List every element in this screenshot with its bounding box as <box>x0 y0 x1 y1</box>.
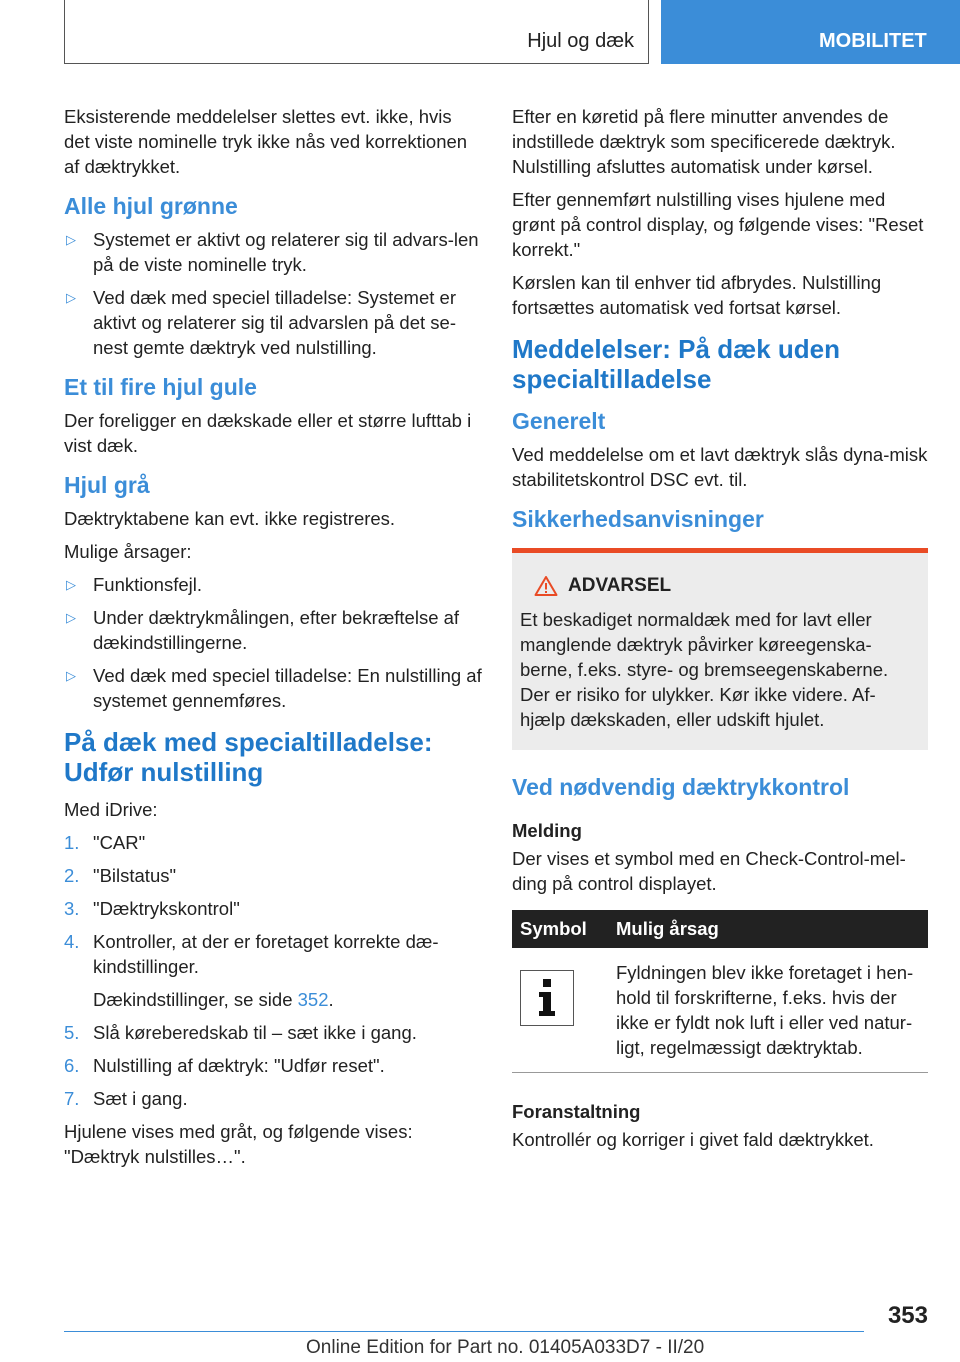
list-item: ▷ Funktionsfejl. <box>66 574 202 595</box>
bullet-triangle-icon: ▷ <box>66 577 76 592</box>
list-item: ▷ Systemet er aktivt og relaterer sig til advars-len på de viste nominelle tryk. <box>66 229 479 275</box>
header-section-title: Hjul og dæk <box>527 30 634 52</box>
bullet-triangle-icon: ▷ <box>66 610 76 625</box>
grey-text: Dæktryktabene kan evt. ikke registreres. <box>64 508 396 529</box>
bullet-triangle-icon: ▷ <box>66 668 76 683</box>
list-item: ▷ Ved dæk med speciel tilladelse: En nulstilling af systemet gennemføres. <box>66 665 482 711</box>
step-item: 5. Slå køreberedskab til – sæt ikke i gang. <box>64 1022 417 1043</box>
step-item: 1. "CAR" <box>64 832 146 853</box>
step-item: 4. Kontroller, at der er foretaget korrekte dæ-kindstillinger. Dækindstillinger, se side 352. <box>64 929 482 1012</box>
intro-text: Eksisterende meddelelser slettes evt. ikke, hvis det viste nominelle tryk ikke nås ved korrektionen af dæktrykket. <box>64 106 468 177</box>
heading-general: Generelt <box>512 408 606 434</box>
heading-needed-check: Ved nødvendig dæktrykkontrol <box>512 774 850 800</box>
warning-title: ADVARSEL <box>568 575 672 596</box>
footer-divider <box>64 1331 864 1332</box>
para-1: Efter en køretid på flere minutter anvendes de indstillede dæktryk som specificerede dæktryk. Nulstilling afsluttes automatisk under kørsel. <box>512 106 896 177</box>
warning-text: Et beskadiget normaldæk med for lavt eller manglende dæktryk påvirker køreegenska-berne, f.eks. styre- og bremseegenskaberne. Der er risiko for ulykker. Kør ikke videre. Af-hjælp dækskaden, eller udskift hjulet. <box>520 609 889 730</box>
warning-triangle-icon <box>534 575 558 597</box>
step-item: 7. Sæt i gang. <box>64 1088 188 1109</box>
para-2: Efter gennemført nulstilling vises hjulene med grønt på control display, og følgende vises: "Reset korrekt." <box>512 189 924 260</box>
table-header-row <box>512 910 928 948</box>
message-text: Der vises et symbol med en Check-Control-mel-ding på control displayet. <box>512 848 906 894</box>
warning-box <box>512 548 928 750</box>
heading-grey: Hjul grå <box>64 472 150 498</box>
outro-text: Hjulene vises med gråt, og følgende vises: "Dæktryk nulstilles…". <box>64 1121 413 1167</box>
heading-safety: Sikkerhedsanvisninger <box>512 506 764 532</box>
header-section-box <box>64 0 649 64</box>
heading-measure: Foranstaltning <box>512 1101 641 1122</box>
warning-header <box>534 575 920 597</box>
yellow-text: Der foreligger en dækskade eller et større lufttab i vist dæk. <box>64 410 472 456</box>
heading-yellow: Et til fire hjul gule <box>64 374 257 400</box>
footer-edition: Online Edition for Part no. 01405A033D7 - II/20 <box>306 1337 705 1358</box>
general-text: Ved meddelelse om et lavt dæktryk slås dyna-misk stabilitetskontrol DSC evt. til. <box>512 444 928 490</box>
grey-list <box>64 572 482 713</box>
causes-label: Mulige årsager: <box>64 541 192 562</box>
table-header-symbol: Symbol <box>512 910 608 948</box>
green-list <box>64 227 482 360</box>
para-3: Kørslen kan til enhver tid afbrydes. Nulstilling fortsættes automatisk ved fortsat kørsel. <box>512 272 882 318</box>
header-chapter-tab[interactable]: MOBILITET <box>661 0 960 64</box>
list-item: ▷ Under dæktrykmålingen, efter bekræftelse af dækindstillingerne. <box>66 607 460 653</box>
info-icon <box>520 970 574 1026</box>
table-header-cause: Mulig årsag <box>608 910 928 948</box>
idrive-label: Med iDrive: <box>64 799 158 820</box>
page-number: 353 <box>887 1302 928 1329</box>
step-item: 3. "Dæktrykskontrol" <box>64 898 240 919</box>
list-item: ▷ Ved dæk med speciel tilladelse: Systemet er aktivt og relaterer sig til advarslen på det se-nest gemte dæktryk ved nulstilling. <box>66 287 456 358</box>
symbol-table <box>512 910 928 1073</box>
right-column <box>512 104 928 1160</box>
heading-all-green: Alle hjul grønne <box>64 193 238 219</box>
heading-messages: Meddelelser: På dæk uden specialtilladelse <box>512 334 840 394</box>
heading-message: Melding <box>512 820 582 841</box>
bullet-triangle-icon: ▷ <box>66 290 76 305</box>
step-item: 2. "Bilstatus" <box>64 865 177 886</box>
table-cell-cause: Fyldningen blev ikke foretaget i hen-hold til forskrifterne, f.eks. hvis der ikke er fyldt nok luft i eller ved natur-ligt, regelmæssigt dæktryktab. <box>608 948 928 1073</box>
left-column <box>64 104 482 1177</box>
measure-text: Kontrollér og korriger i givet fald dæktrykket. <box>512 1129 874 1150</box>
step-item: 6. Nulstilling af dæktryk: "Udfør reset". <box>64 1055 385 1076</box>
page-link[interactable]: 352 <box>297 989 329 1010</box>
step-sub-note: Dækindstillinger, se side 352. <box>93 989 334 1010</box>
steps-list <box>64 830 482 1111</box>
bullet-triangle-icon: ▷ <box>66 232 76 247</box>
table-cell-symbol <box>512 948 608 1073</box>
heading-special-reset: På dæk med specialtilladelse: Udfør nulstilling <box>64 727 433 787</box>
table-row <box>512 948 928 1073</box>
